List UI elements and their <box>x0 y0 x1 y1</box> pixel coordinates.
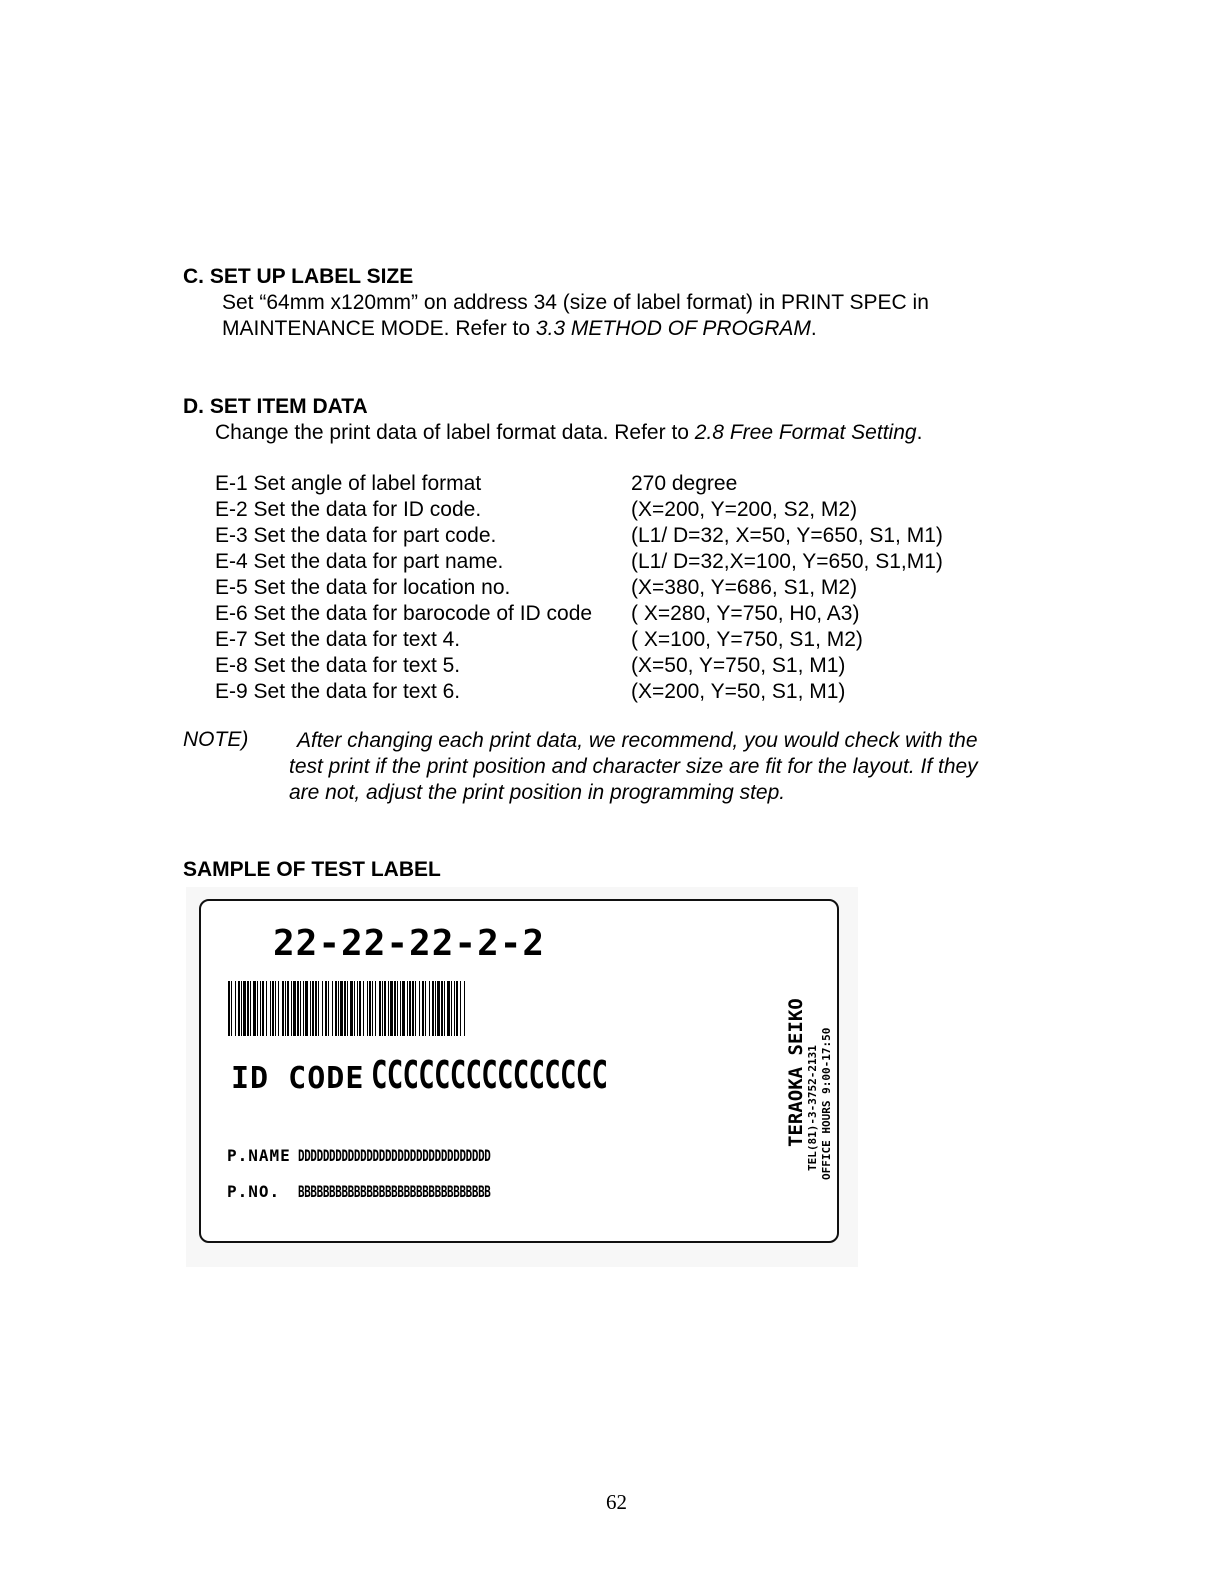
label-id-code-label: ID CODE <box>231 1061 365 1096</box>
section-d-reference: 2.8 Free Format Setting <box>694 421 917 444</box>
label-id-code-value: CCCCCCCCCCCCCCC <box>371 1053 608 1097</box>
item-label: E-6 Set the data for barocode of ID code <box>215 602 593 625</box>
note-line: test print if the print position and character size are fit for the layout. If they <box>289 755 978 778</box>
item-label: E-1 Set angle of label format <box>215 472 482 495</box>
note-label: NOTE) <box>183 728 249 751</box>
item-value: (X=200, Y=200, S2, M2) <box>631 498 858 521</box>
sample-label-image <box>186 887 858 1267</box>
page-number: 62 <box>606 1490 627 1514</box>
section-c-line2-end: . <box>810 317 817 340</box>
item-value: ( X=280, Y=750, H0, A3) <box>631 602 860 625</box>
section-d-intro-text: Change the print data of label format data. Refer to <box>215 421 695 444</box>
section-c-heading: C. SET UP LABEL SIZE <box>183 265 414 288</box>
label-pno-value: BBBBBBBBBBBBBBBBBBBBBBBBBBBBBBB <box>298 1182 491 1201</box>
item-value: (X=200, Y=50, S1, M1) <box>631 680 846 703</box>
section-d-intro <box>215 420 922 446</box>
section-c-line2 <box>222 316 817 342</box>
item-label: E-9 Set the data for text 6. <box>215 680 461 703</box>
sample-heading: SAMPLE OF TEST LABEL <box>183 858 441 881</box>
label-phone: TEL(81)-3-3752-2131 <box>806 1045 819 1171</box>
item-value: (X=380, Y=686, S1, M2) <box>631 576 858 599</box>
label-pname-value: DDDDDDDDDDDDDDDDDDDDDDDDDDDDDDD <box>298 1146 491 1165</box>
section-d-intro-end: . <box>916 421 923 444</box>
item-value: (L1/ D=32, X=50, Y=650, S1, M1) <box>631 524 943 547</box>
label-office-hours: OFFICE HOURS 9:00-17:50 <box>820 1027 833 1180</box>
sample-label <box>199 899 839 1243</box>
item-label: E-4 Set the data for part name. <box>215 550 504 573</box>
section-c-line1: Set “64mm x120mm” on address 34 (size of label format) in PRINT SPEC in <box>222 291 929 314</box>
section-c-line2-text: MAINTENANCE MODE. Refer to <box>222 317 536 340</box>
item-label: E-8 Set the data for text 5. <box>215 654 461 677</box>
item-label: E-3 Set the data for part code. <box>215 524 497 547</box>
barcode-icon <box>228 981 466 1036</box>
item-value: 270 degree <box>631 472 738 495</box>
note-line: are not, adjust the print position in programming step. <box>289 781 786 804</box>
item-label: E-7 Set the data for text 4. <box>215 628 461 651</box>
label-pname-label: P.NAME <box>227 1146 291 1165</box>
label-company-name: TERAOKA SEIKO <box>785 998 807 1147</box>
item-label: E-2 Set the data for ID code. <box>215 498 482 521</box>
note-line: After changing each print data, we recommend, you would check with the <box>297 729 978 752</box>
item-list <box>215 471 1005 711</box>
item-value: ( X=100, Y=750, S1, M2) <box>631 628 863 651</box>
item-value: (X=50, Y=750, S1, M1) <box>631 654 846 677</box>
item-label: E-5 Set the data for location no. <box>215 576 511 599</box>
label-id-number: 22-22-22-2-2 <box>273 923 546 964</box>
item-value: (L1/ D=32,X=100, Y=650, S1,M1) <box>631 550 943 573</box>
section-d-heading: D. SET ITEM DATA <box>183 395 368 418</box>
label-pno-label: P.NO. <box>227 1182 281 1201</box>
section-c-reference: 3.3 METHOD OF PROGRAM <box>535 317 811 340</box>
